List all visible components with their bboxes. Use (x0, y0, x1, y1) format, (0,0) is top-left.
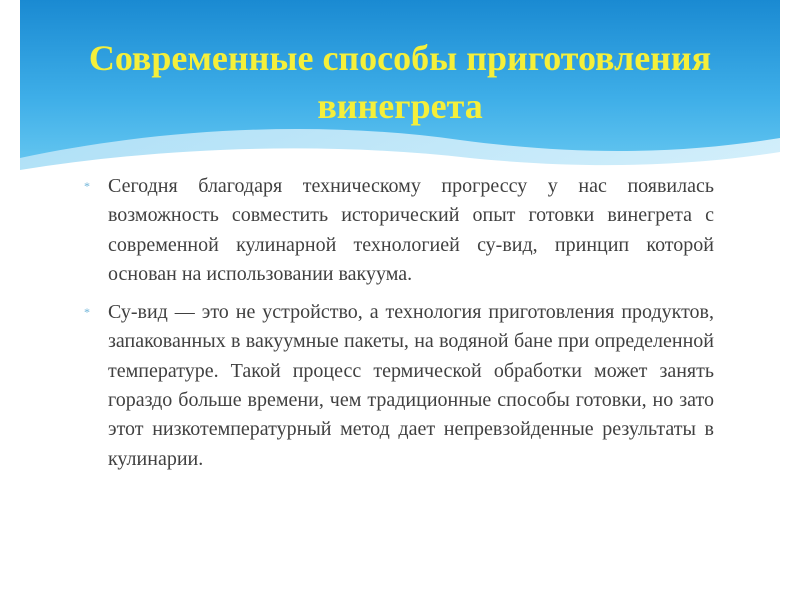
bullet-item (84, 172, 714, 289)
bullet-marker: * (84, 179, 90, 193)
bullet-list (84, 172, 714, 483)
bullet-text: Су-вид — это не устройство, а технология приготовления продуктов, запакованных в вакуумные пакеты, на водяной бане при определенной температуре. Такой процесс термической обработки может занять гораздо больше времени, чем традиционные способы готовки, но зато этот низкотемпературный метод дает непревзойденные результаты в кулинарии. (108, 301, 714, 470)
bullet-marker: * (84, 305, 90, 320)
bullet-text: Сегодня благодаря техническому прогрессу у нас появилась возможность совместить исторический опыт готовки винегрета с современной кулинарной технологией су-вид, принцип которой основан на использовании вакуума. (108, 175, 714, 285)
bullet-item (84, 298, 714, 474)
slide-title: Современные способы приготовления винегрета (88, 38, 712, 126)
